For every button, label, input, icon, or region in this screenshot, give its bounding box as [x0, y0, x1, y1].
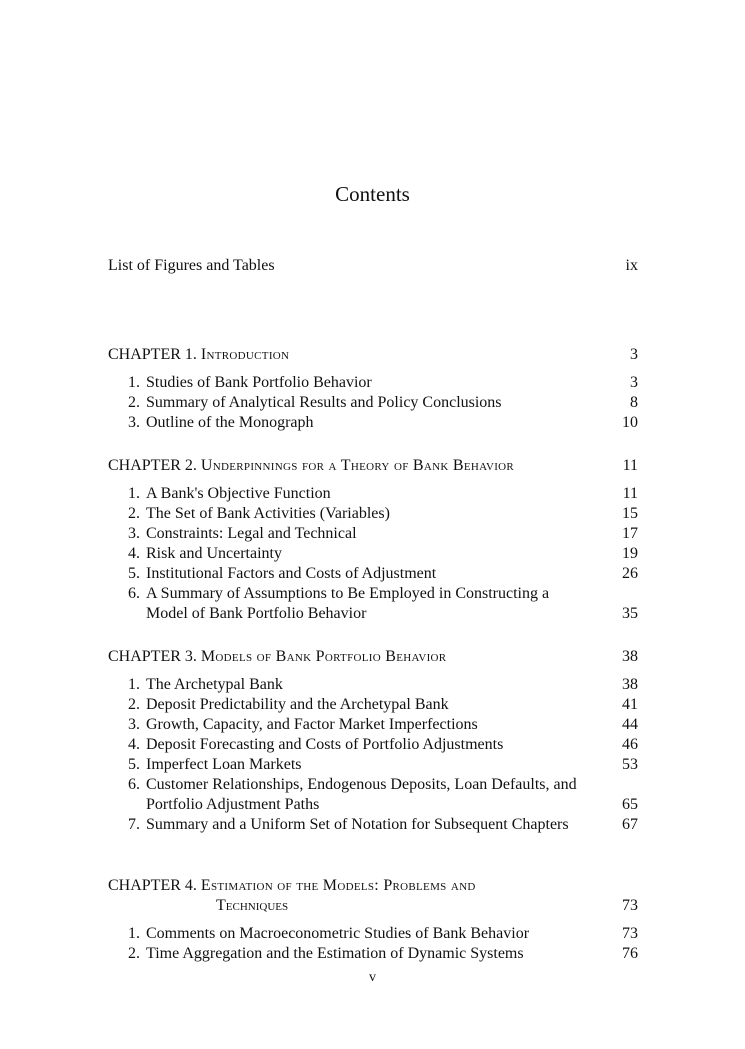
page-folio: v — [369, 970, 376, 985]
chapter-heading-continued — [108, 896, 638, 916]
list-item — [108, 484, 638, 504]
entry-text: Deposit Forecasting and Costs of Portfolio Adjustments — [146, 736, 504, 753]
entry-number: 5. — [128, 565, 140, 582]
chapter-page: 38 — [622, 648, 638, 665]
list-item — [108, 715, 638, 735]
entry-list — [108, 675, 638, 835]
entry-text: Risk and Uncertainty — [146, 545, 282, 562]
list-item — [108, 504, 638, 524]
entry-number: 1. — [128, 676, 140, 693]
entry-page: 44 — [622, 716, 638, 733]
list-item — [108, 775, 638, 815]
entry-text: Studies of Bank Portfolio Behavior — [146, 374, 372, 391]
chapter-page: 3 — [630, 346, 638, 363]
entry-text: The Archetypal Bank — [146, 676, 283, 693]
list-item — [108, 735, 638, 755]
entry-text: The Set of Bank Activities (Variables) — [146, 505, 390, 522]
entry-text: A Summary of Assumptions to Be Employed in Constructing a Model of Bank Portfolio Behavior — [146, 585, 550, 622]
entry-page: 17 — [622, 525, 638, 542]
entry-number: 6. — [128, 585, 140, 602]
list-item — [108, 584, 638, 624]
list-item — [108, 944, 638, 964]
entry-number: 3. — [128, 414, 140, 431]
chapter-title: Models of Bank Portfolio Behavior — [200, 648, 447, 665]
chapter-prefix: CHAPTER 4. — [108, 877, 197, 894]
entry-number: 1. — [128, 925, 140, 942]
toc-entry-label: List of Figures and Tables — [108, 257, 275, 274]
entry-page: 11 — [622, 485, 638, 502]
entry-number: 4. — [128, 736, 140, 753]
chapter-heading — [108, 647, 638, 667]
entry-number: 2. — [128, 394, 140, 411]
entry-text: Institutional Factors and Costs of Adjustment — [146, 565, 437, 582]
entry-page: 19 — [622, 545, 638, 562]
list-item — [108, 675, 638, 695]
entry-number: 2. — [128, 505, 140, 522]
entry-number: 5. — [128, 756, 140, 773]
chapter-heading — [108, 456, 638, 476]
entry-text: Imperfect Loan Markets — [146, 756, 302, 773]
entry-page: 53 — [622, 756, 638, 773]
list-item — [108, 524, 638, 544]
entry-text: Constraints: Legal and Technical — [146, 525, 357, 542]
entry-number: 3. — [128, 525, 140, 542]
list-item — [108, 815, 638, 835]
entry-number: 1. — [128, 374, 140, 391]
entry-page: 15 — [622, 505, 638, 522]
entry-page: 38 — [622, 676, 638, 693]
entry-text: Growth, Capacity, and Factor Market Imperfections — [146, 716, 478, 733]
list-item — [108, 755, 638, 775]
chapter-prefix: CHAPTER 3. — [108, 648, 197, 665]
entry-list — [108, 484, 638, 624]
entry-number: 3. — [128, 716, 140, 733]
entry-number: 6. — [128, 776, 140, 793]
entry-page: 67 — [622, 816, 638, 833]
list-of-figures-entry — [108, 256, 638, 276]
entry-page: 10 — [622, 414, 638, 431]
entry-text: Deposit Predictability and the Archetypal Bank — [146, 696, 449, 713]
entry-page: 8 — [630, 394, 638, 411]
list-item — [108, 393, 638, 413]
entry-text: Comments on Macroeconometric Studies of Bank Behavior — [146, 925, 530, 942]
chapter-3-section — [108, 647, 638, 835]
list-item — [108, 695, 638, 715]
entry-list — [108, 924, 638, 964]
list-item — [108, 413, 638, 433]
list-item — [108, 924, 638, 944]
chapter-page: 11 — [622, 457, 638, 474]
chapter-title: Estimation of the Models: Problems and — [200, 877, 476, 894]
chapter-heading — [108, 345, 638, 365]
entry-page: 41 — [622, 696, 638, 713]
chapter-prefix: CHAPTER 2. — [108, 457, 197, 474]
entry-text: Summary of Analytical Results and Policy Conclusions — [146, 394, 502, 411]
entry-number: 7. — [128, 816, 140, 833]
entry-text: Time Aggregation and the Estimation of Dynamic Systems — [146, 945, 524, 962]
entry-text: Customer Relationships, Endogenous Deposits, Loan Defaults, and Portfolio Adjustment Paths — [146, 776, 577, 813]
entry-page: 26 — [622, 565, 638, 582]
toc-page-number: ix — [625, 257, 638, 274]
entry-page: 46 — [622, 736, 638, 753]
chapter-prefix: CHAPTER 1. — [108, 346, 197, 363]
list-item — [108, 373, 638, 393]
entry-list — [108, 373, 638, 433]
entry-page: 73 — [622, 925, 638, 942]
entry-text: Outline of the Monograph — [146, 414, 314, 431]
entry-text: Summary and a Uniform Set of Notation for Subsequent Chapters — [146, 816, 569, 833]
page-title: Contents — [335, 182, 410, 206]
entry-text: A Bank's Objective Function — [146, 485, 331, 502]
chapter-heading — [108, 876, 638, 896]
list-item — [108, 564, 638, 584]
entry-page: 76 — [622, 945, 638, 962]
chapter-title: Underpinnings for a Theory of Bank Behavior — [200, 457, 515, 474]
chapter-4-section — [108, 876, 638, 964]
chapter-2-section — [108, 456, 638, 624]
chapter-title-line2: Techniques — [216, 897, 289, 914]
list-item — [108, 544, 638, 564]
entry-number: 2. — [128, 696, 140, 713]
entry-page: 65 — [622, 796, 638, 813]
entry-number: 2. — [128, 945, 140, 962]
entry-page: 3 — [630, 374, 638, 391]
entry-page: 35 — [622, 605, 638, 622]
entry-number: 1. — [128, 485, 140, 502]
chapter-1-section — [108, 345, 638, 433]
chapter-page: 73 — [622, 897, 638, 914]
chapter-title: Introduction — [200, 346, 290, 363]
entry-number: 4. — [128, 545, 140, 562]
